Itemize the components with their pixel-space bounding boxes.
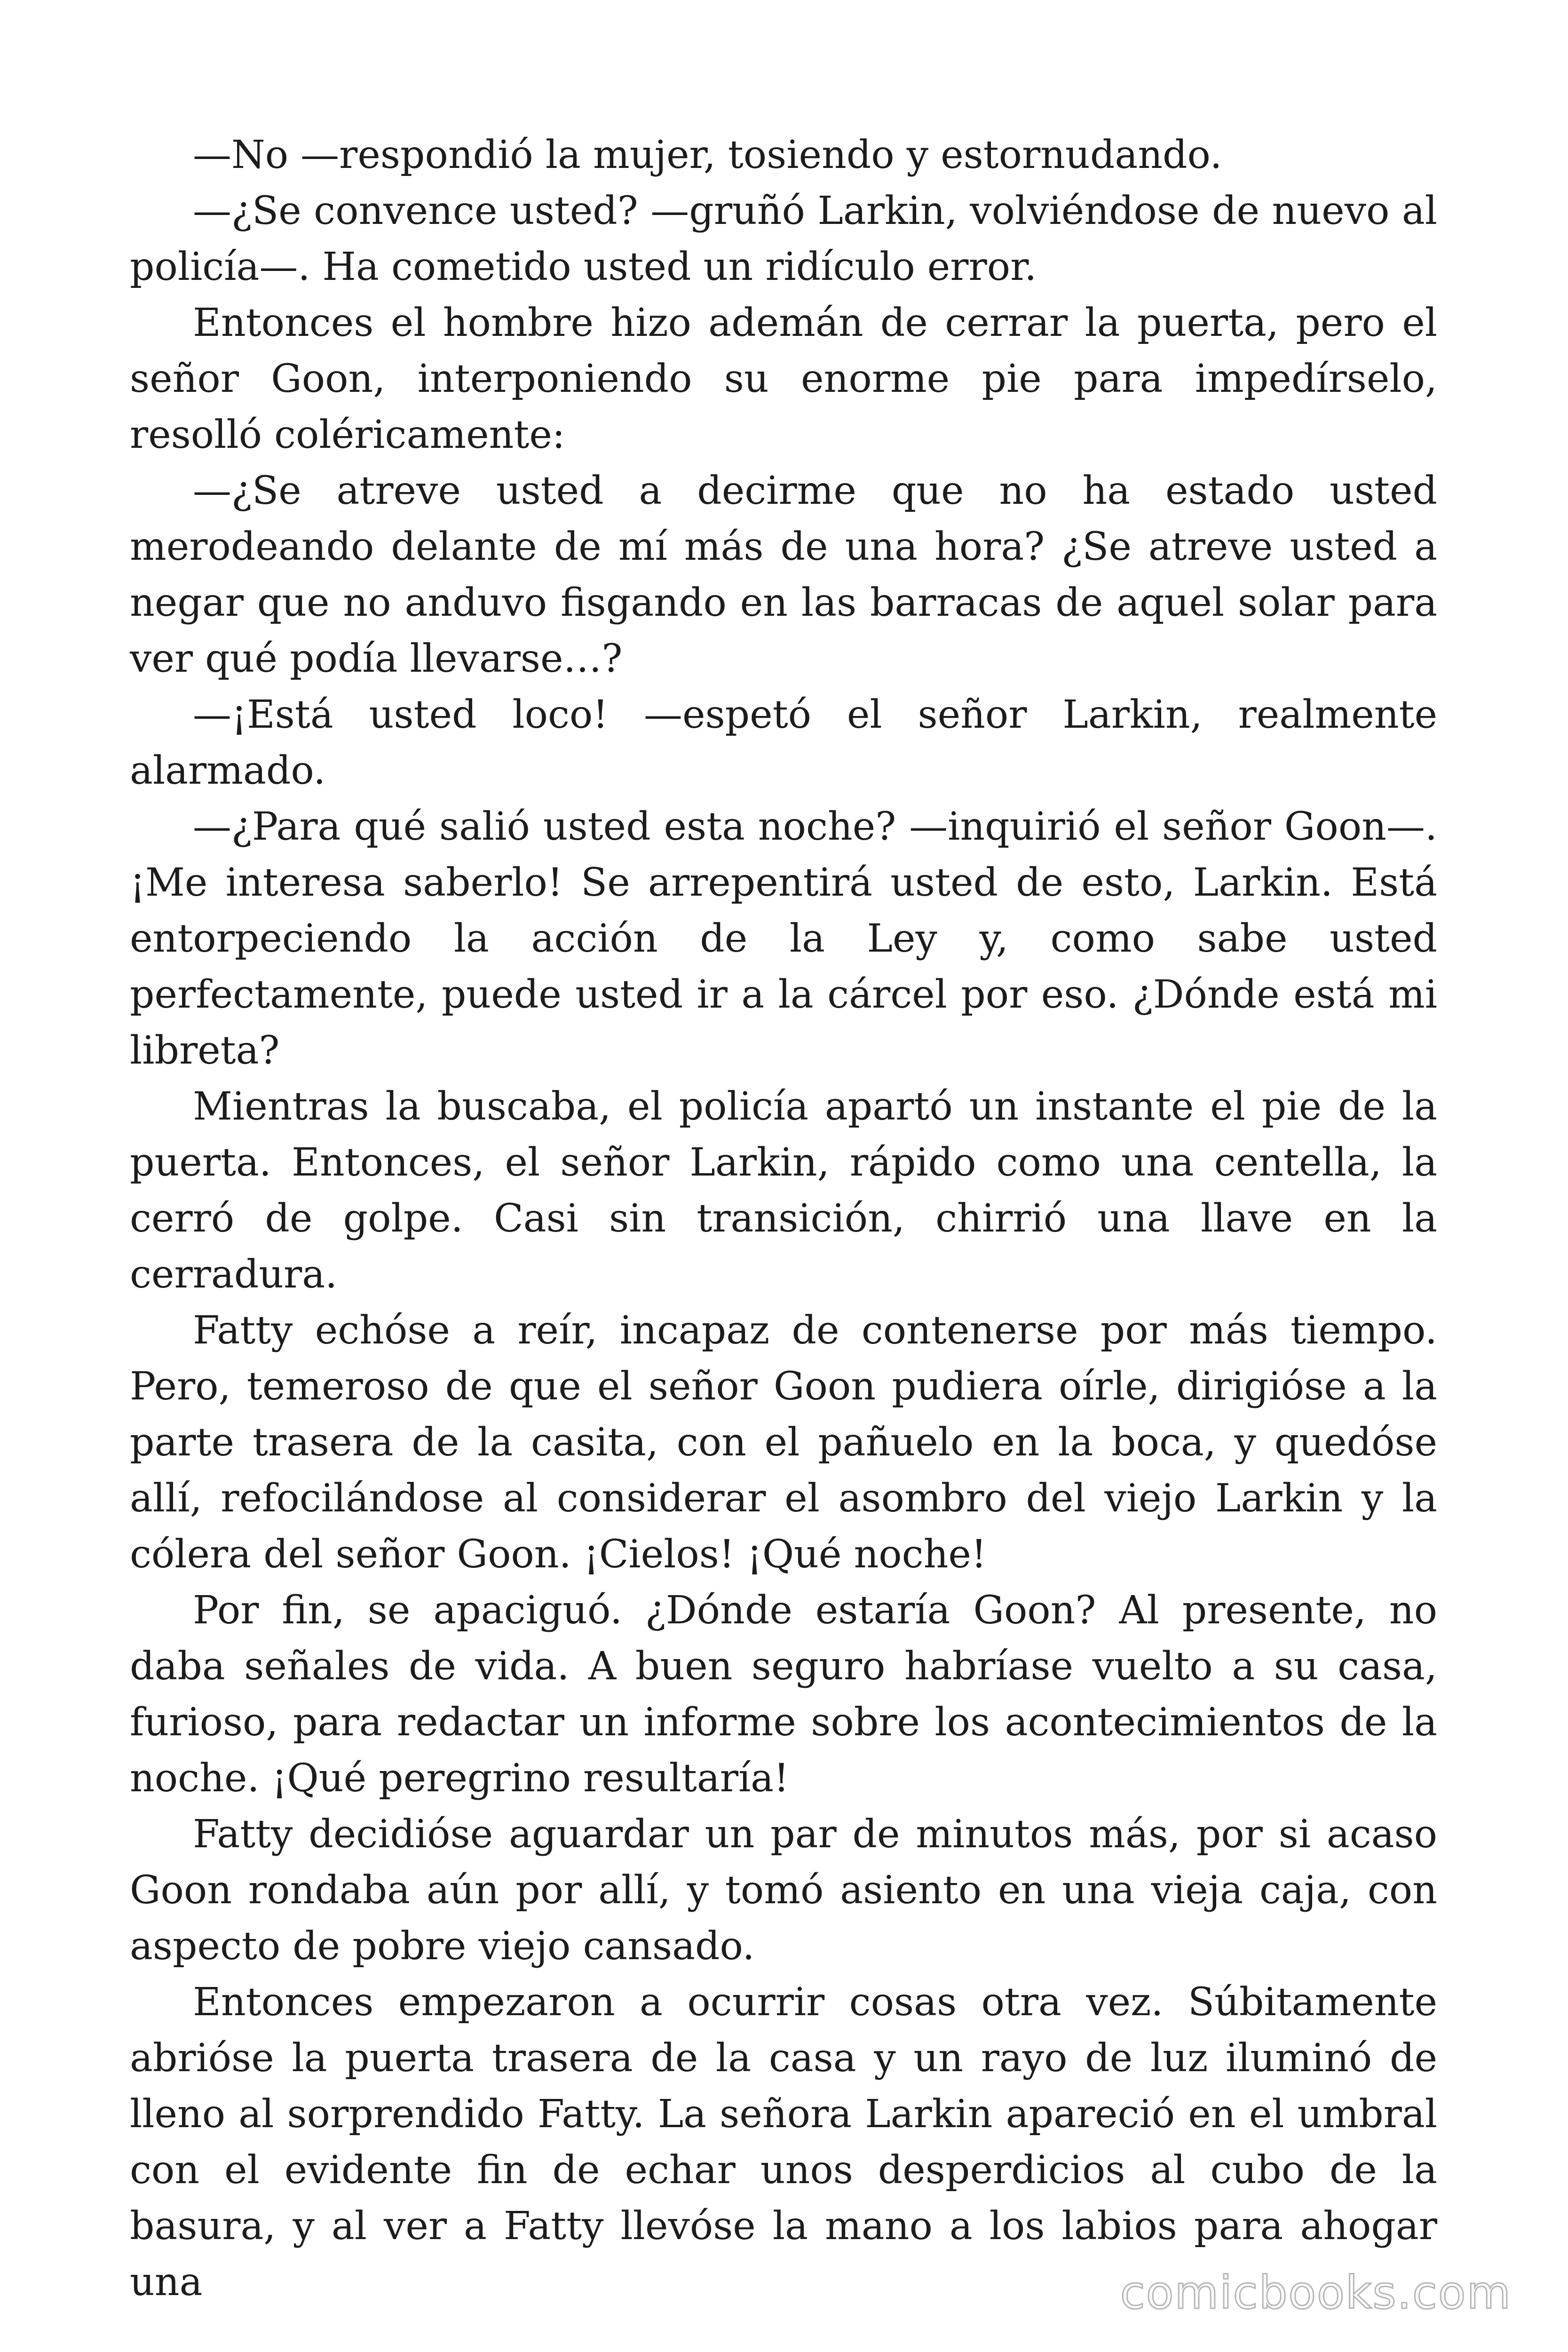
paragraph: Mientras la buscaba, el policía apartó un instante el pie de la puerta. Entonces, el señor Larkin, rápido como una centella, la cerró de golpe. Casi sin transición, chirrió una llave en la cerradura. — [130, 1084, 1437, 1297]
paragraph: —¿Se convence usted? —gruñó Larkin, volviéndose de nuevo al policía—. Ha cometido usted un ridículo error. — [130, 189, 1437, 289]
body-text — [130, 127, 1437, 2310]
paragraph: Fatty echóse a reír, incapaz de contenerse por más tiempo. Pero, temeroso de que el señor Goon pudiera oírle, dirigióse a la parte trasera de la casita, con el pañuelo en la boca, y quedóse allí, refocilándose al considerar el asombro del viejo Larkin y la cólera del señor Goon. ¡Cielos! ¡Qué noche! — [130, 1308, 1437, 1577]
paragraph: —No —respondió la mujer, tosiendo y estornudando. — [193, 133, 1222, 177]
paragraph: Entonces empezaron a ocurrir cosas otra vez. Súbitamente abrióse la puerta trasera de la casa y un rayo de luz iluminó de lleno al sorprendido Fatty. La señora Larkin apareció en el umbral con el evidente fin de echar unos desperdicios al cubo de la basura, y al ver a Fatty llevóse la mano a los labios para ahogar una — [130, 1980, 1437, 2304]
paragraph: Entonces el hombre hizo ademán de cerrar la puerta, pero el señor Goon, interponiendo su enorme pie para impedírselo, resolló coléricamente: — [130, 301, 1437, 457]
paragraph: —¿Se atreve usted a decirme que no ha estado usted merodeando delante de mí más de una hora? ¿Se atreve usted a negar que no anduvo fisgando en las barracas de aquel solar para ver qué podía llevarse…? — [130, 469, 1437, 681]
paragraph: Fatty decidióse aguardar un par de minutos más, por si acaso Goon rondaba aún por allí, y tomó asiento en una vieja caja, con aspecto de pobre viejo cansado. — [130, 1812, 1437, 1969]
paragraph: —¡Está usted loco! —espetó el señor Larkin, realmente alarmado. — [130, 692, 1437, 793]
watermark: comicbooks.com — [1120, 2266, 1512, 2319]
paragraph: Por fin, se apaciguó. ¿Dónde estaría Goon? Al presente, no daba señales de vida. A buen seguro habríase vuelto a su casa, furioso, para redactar un informe sobre los acontecimientos de la noche. ¡Qué peregrino resultaría! — [130, 1588, 1437, 1801]
paragraph: —¿Para qué salió usted esta noche? —inquirió el señor Goon—. ¡Me interesa saberlo! Se arrepentirá usted de esto, Larkin. Está entorpeciendo la acción de la Ley y, como sabe usted perfectamente, puede usted ir a la cárcel por eso. ¿Dónde está mi libreta? — [130, 804, 1437, 1073]
